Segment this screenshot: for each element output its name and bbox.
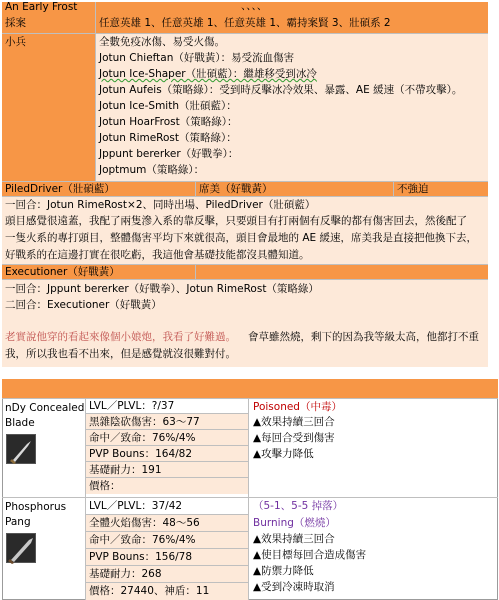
item-name <box>5 500 85 530</box>
stat-price: 價格：27440、神盾：11 <box>86 583 248 600</box>
dagger-icon <box>6 434 36 464</box>
effect-line: ▲效果持續三回合 <box>253 533 335 545</box>
piled-p3: 一隻火系的專打頭目，整體傷害平均下來就很高，頭目會最地的 AE 緩速，席美我是直接把他換下去， <box>5 232 477 244</box>
stat-pvp: PVP Bouns：164/82 <box>86 446 248 462</box>
minion-line: Jppunt bererker（好戰拳）： <box>99 148 239 160</box>
exec-p2: 二回合：Executioner（好戰黃） <box>5 299 162 311</box>
effect-list <box>253 416 335 464</box>
effect-line: ▲效果持續三回合 <box>253 416 335 428</box>
stat-lvl: LVL／PLVL：?/37 <box>86 398 248 414</box>
item-stats <box>86 498 248 600</box>
piled-p4: 好戰系的在這邊打實在很吃虧，我這他會基礎技能都沒具體知道。 <box>5 249 310 261</box>
exec-note1b: 會草雖然燒，剩下的因為我等級太高，他都打不重 <box>248 331 479 343</box>
item-table-header <box>2 379 498 398</box>
exec-note1: 老實說他穿的看起來像個小娘炮，我看了好難過。 <box>5 331 236 343</box>
effect-line: ▲每回合受到傷害 <box>253 432 335 444</box>
item-name <box>5 401 85 431</box>
piled-name: PiledDriver（壯碩藍） <box>5 183 115 195</box>
stat-damage: 全體火焰傷害：48～56 <box>86 515 248 532</box>
piled-mid: 席美（好戰黃） <box>199 183 273 195</box>
team-label: 採案 <box>5 17 26 29</box>
item-name-text: Phosphorus Pang <box>5 501 67 528</box>
stat-lvl: LVL／PLVL：37/42 <box>86 498 248 515</box>
minion-line: Jotun Ice-Shaper（壯碩藍）：繼雄移受到冰冷 <box>99 68 317 80</box>
stat-hit: 命中／致命：76%/4% <box>86 430 248 446</box>
minion-line: Jotun Ice-Smith（壯碩藍）： <box>99 100 237 112</box>
exec-note2: 我，所以我也看不出來，但是感覺就沒很難對付。 <box>5 348 236 360</box>
team-value: 任意英雄 1、任意英雄 1、任意英雄 1、霸持案賢 3、壯碩系 2 <box>99 17 391 29</box>
stat-hit: 命中／致命：76%/4% <box>86 532 248 549</box>
piled-p1: 一回合：Jotun RimeRost×2、同時出場、PiledDriver（壯碩藍） <box>5 199 316 211</box>
quest-title-dots: 、、、、 <box>241 0 268 12</box>
effect-title: Poisoned（中毒） <box>253 401 342 413</box>
effect-title: Burning（燃燒） <box>253 517 336 529</box>
effect-line: ▲攻擊力降低 <box>253 448 314 460</box>
stat-stamina: 基礎耐力：268 <box>86 566 248 583</box>
minion-line: Joptmum（策略綠）： <box>99 164 205 176</box>
exec-p1: 一回合：Jppunt bererker（好戰拳）、Jotun RimeRost（策略綠） <box>5 283 319 295</box>
item-stats <box>86 398 248 494</box>
piled-p2: 頭目感覺很遠蓋，我配了兩隻滲入系的靠反擊，只要頭目有打兩個有反擊的都有傷害回去，然後配了 <box>5 215 467 227</box>
blade-icon <box>6 533 36 563</box>
stat-stamina: 基礎耐力：191 <box>86 462 248 478</box>
effect-list <box>253 533 366 597</box>
piled-right: 不強迫 <box>397 183 429 195</box>
minions-label: 小兵 <box>5 36 26 48</box>
stat-price: 價格： <box>86 478 248 494</box>
item-name-text: nDy Concealed Blade <box>5 402 85 429</box>
stat-damage: 黑雜陰砍傷害：63～77 <box>86 414 248 430</box>
effect-line: ▲受到冷凍時取消 <box>253 581 335 593</box>
minion-line: Jotun HoarFrost（策略綠）： <box>99 116 238 128</box>
minion-line: Jotun Chieftan（好戰黃）：易受流血傷害 <box>99 52 295 64</box>
minions-list <box>99 36 487 180</box>
effect-drop: （5-1、5-5 掉落） <box>253 500 344 512</box>
minion-line: 全數免疫冰傷、易受火傷。 <box>99 36 225 48</box>
stat-pvp: PVP Bouns：156/78 <box>86 549 248 566</box>
minions-label-cell <box>2 34 95 181</box>
minion-line: Jotun Aufeis（策略綠）：受到時反擊冰冷效果、暴露、AE 緩速（不帶攻擊）。 <box>99 84 463 96</box>
minion-line: Jotun RimeRost（策略綠）： <box>99 132 237 144</box>
quest-title: An Early Frost <box>5 1 78 13</box>
effect-line: ▲防禦力降低 <box>253 565 314 577</box>
exec-name: Executioner（好戰黃） <box>5 266 120 278</box>
effect-line: ▲使目標每回合造成傷害 <box>253 549 367 561</box>
